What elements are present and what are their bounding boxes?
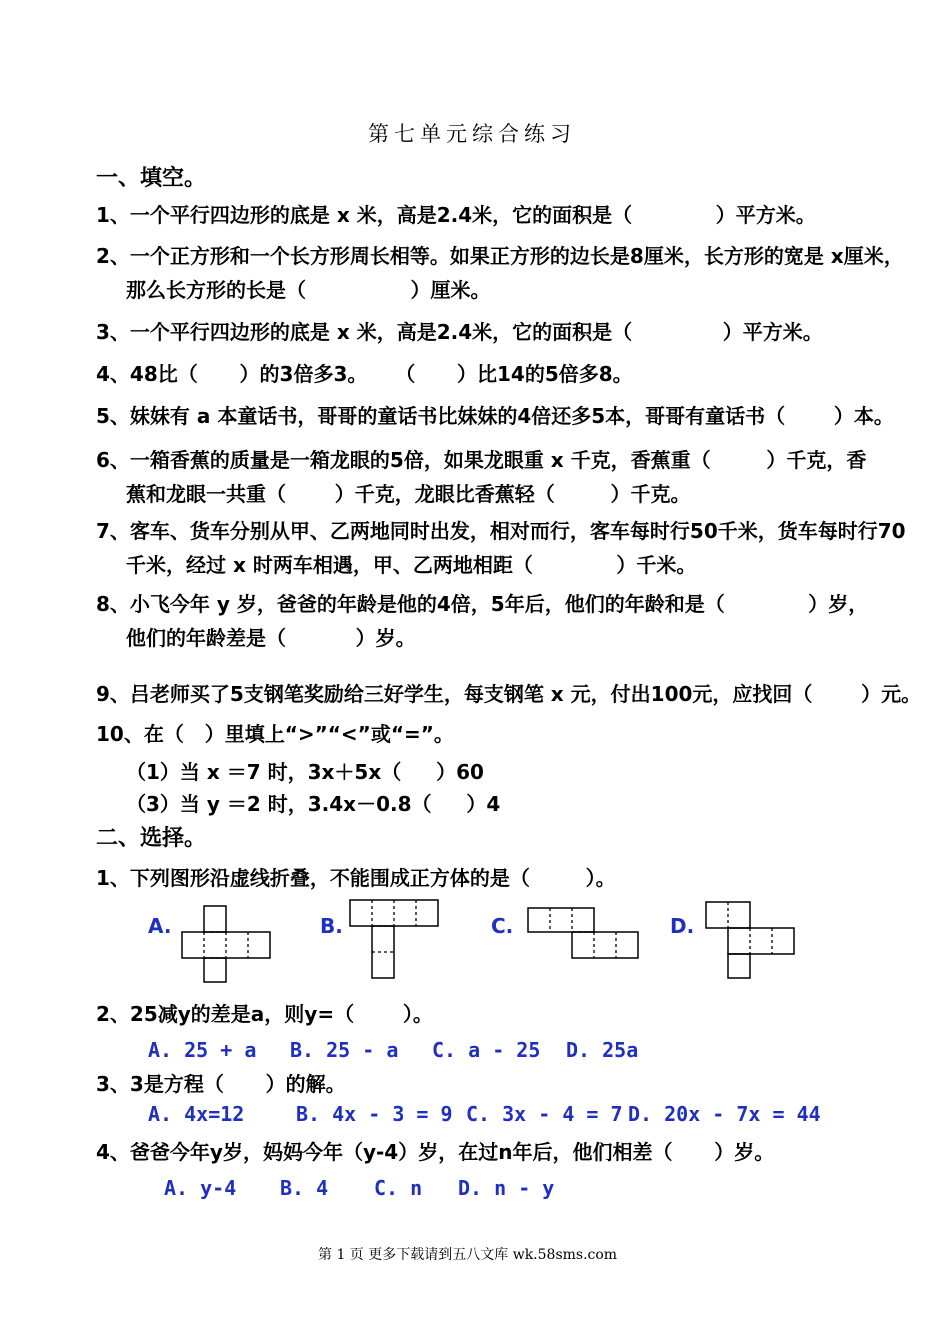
q3-option-d: D. 20x - 7x = 44 [628,1102,821,1126]
choice-question-3: 3、3是方程（ ）的解。 [96,1072,346,1096]
option-a-label: A. [148,914,172,938]
choice-question-1: 1、下列图形沿虚线折叠，不能围成正方体的是（ ）。 [96,866,616,890]
q3-option-c: C. 3x - 4 = 7 [466,1102,623,1126]
q4-option-a: A. y-4 [164,1176,237,1200]
cube-net-a [180,904,274,984]
q2-option-c: C. a - 25 [432,1038,541,1062]
option-c-label: C. [491,914,514,938]
section-heading-choice: 二、选择。 [96,826,207,851]
question-8-line-2: 他们的年龄差是（ ）岁。 [126,626,416,650]
q2-option-b: B. 25 - a [290,1038,399,1062]
question-6-line-2: 蕉和龙眼一共重（ ）千克，龙眼比香蕉轻（ ）千克。 [126,482,691,506]
question-10-part-3: （3）当 y ＝2 时，3.4x－0.8（ ）4 [126,792,501,816]
q3-option-a: A. 4x=12 [148,1102,245,1126]
q2-option-d: D. 25a [566,1038,639,1062]
question-10: 10、在（ ）里填上“>”“<”或“=”。 [96,722,454,746]
q2-option-a: A. 25 + a [148,1038,257,1062]
question-2-line-2: 那么长方形的长是（ ）厘米。 [126,278,491,302]
question-7-line-1: 7、客车、货车分别从甲、乙两地同时出发，相对而行，客车每时行50千米，货车每时行70 [96,519,906,543]
option-d-label: D. [670,914,695,938]
question-2-line-1: 2、一个正方形和一个长方形周长相等。如果正方形的边长是8厘米，长方形的宽是 x厘米， [96,244,904,268]
choice-question-2: 2、25减y的差是a，则y=（ ）。 [96,1002,433,1026]
page-title: 第七单元综合练习 [368,122,576,146]
question-8-line-1: 8、小飞今年 y 岁，爸爸的年龄是他的4倍，5年后，他们的年龄和是（ ）岁， [96,592,869,616]
q4-option-c: C. n [374,1176,423,1200]
option-b-label: B. [320,914,343,938]
question-10-part-1: （1）当 x ＝7 时，3x＋5x（ ）60 [126,760,484,784]
question-6-line-1: 6、一箱香蕉的质量是一箱龙眼的5倍，如果龙眼重 x 千克，香蕉重（ ）千克，香 [96,448,867,472]
q4-option-b: B. 4 [280,1176,329,1200]
cube-net-c [526,906,640,960]
question-3: 3、一个平行四边形的底是 x 米，高是2.4米，它的面积是（ ）平方米。 [96,320,823,344]
cube-net-b [348,898,440,982]
choice-question-4: 4、爸爸今年y岁，妈妈今年（y-4）岁，在过n年后，他们相差（ ）岁。 [96,1140,775,1164]
question-5: 5、妹妹有 a 本童话书，哥哥的童话书比妹妹的4倍还多5本，哥哥有童话书（ ）本。 [96,404,894,428]
q3-option-b: B. 4x - 3 = 9 [296,1102,453,1126]
question-1: 1、一个平行四边形的底是 x 米，高是2.4米，它的面积是（ ）平方米。 [96,203,816,227]
cube-net-d [704,900,798,980]
page-footer: 第 1 页 更多下载请到五八文库 wk.58sms.com [318,1247,618,1263]
question-4: 4、48比（ ）的3倍多3。 （ ）比14的5倍多8。 [96,362,633,386]
section-heading-fill-blank: 一、填空。 [96,166,207,191]
question-7-line-2: 千米，经过 x 时两车相遇，甲、乙两地相距（ ）千米。 [126,553,697,577]
question-9: 9、吕老师买了5支钢笔奖励给三好学生，每支钢笔 x 元，付出100元，应找回（ ）元。 [96,682,922,706]
q4-option-d: D. n - y [458,1176,555,1200]
